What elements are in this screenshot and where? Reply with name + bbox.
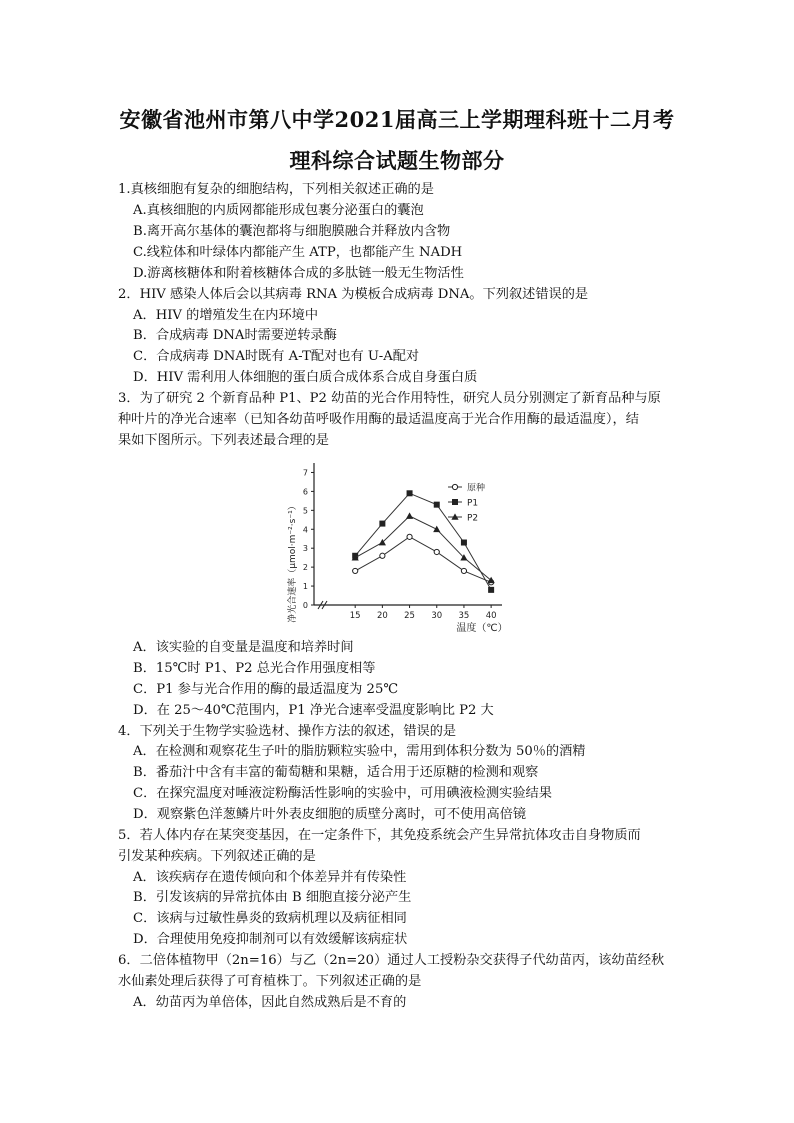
q5-option-a: A．该疾病存在遗传倾向和个体差异并有传染性 [133,870,407,885]
series-3-point [406,512,413,518]
q5-option-b: B．引发该病的异常抗体由 B 细胞直接分泌产生 [133,890,412,905]
q1-option-d: D.游离核糖体和附着核糖体合成的多肽链一般无生物活性 [133,266,464,281]
q5-stem-line2: 引发某种疾病。下列叙述正确的是 [118,849,316,864]
document-subtitle: 理科综合试题生物部分 [289,148,505,173]
y-tick-label: 5 [302,506,308,516]
x-tick-label: 15 [349,611,361,621]
y-tick-label: 0 [302,601,308,610]
legend-marker [452,484,457,489]
photosynthesis-chart [270,451,515,636]
q3-option-c: C．P1 参与光合作用的酶的最适温度为 25℃ [133,682,399,697]
q3-stem-line1: 3．为了研究 2 个新育品种 P1、P2 幼苗的光合作用特性，研究人员分别测定了新育品种与原 [118,391,661,406]
series-1-point [461,568,466,573]
q2-option-d: D．HIV 需利用人体细胞的蛋白质合成体系合成自身蛋白质 [133,370,478,385]
q5-option-d: D．合理使用免疫抑制剂可以有效缓解该病症状 [133,932,408,947]
q4-option-a: A．在检测和观察花生子叶的脂肪颗粒实验中，需用到体积分数为 50％的酒精 [133,744,586,759]
q3-stem-line3: 果如下图所示。下列表述最合理的是 [118,433,329,448]
q2-stem: 2．HIV 感染人体后会以其病毒 RNA 为模板合成病毒 DNA。下列叙述错误的是 [118,287,589,302]
x-tick-label: 20 [376,611,388,621]
series-1-point [434,549,439,554]
q2-option-b: B．合成病毒 DNA时需要逆转录酶 [133,328,337,343]
legend-label: P2 [467,513,479,524]
y-tick-label: 6 [302,487,308,497]
series-1-point [353,568,358,573]
q1-option-b: B.离开高尔基体的囊泡都将与细胞膜融合并释放内含物 [133,224,451,239]
q4-option-d: D．观察紫色洋葱鳞片叶外表皮细胞的质壁分离时，可不使用高倍镜 [133,807,527,822]
series-1-point [407,534,412,539]
q1-option-c: C.线粒体和叶绿体内都能产生 ATP，也都能产生 NADH [133,245,463,260]
q6-stem-line2: 水仙素处理后获得了可育植株丁。下列叙述正确的是 [118,974,422,989]
q5-stem-line1: 5．若人体内存在某突变基因，在一定条件下，其免疫系统会产生异常抗体攻击自身物质而 [118,828,641,843]
series-2-point [407,490,413,496]
y-tick-label: 4 [302,525,308,535]
y-tick-label: 1 [302,582,308,592]
q1-stem: 1.真核细胞有复杂的细胞结构，下列相关叙述正确的是 [118,182,434,197]
chart-y-axis-label: 净光合速率（μmol·m⁻²·s⁻¹） [288,501,298,623]
series-2-point [488,587,494,593]
q4-option-c: C．在探究温度对唾液淀粉酶活性影响的实验中，可用碘液检测实验结果 [133,786,552,801]
q2-option-a: A．HIV 的增殖发生在内环境中 [133,308,319,323]
series-1-point [380,553,385,558]
series-line-1 [355,537,491,582]
q1-option-a: A.真核细胞的内质网都能形成包裹分泌蛋白的囊泡 [133,203,424,218]
q3-option-a: A．该实验的自变量是温度和培养时间 [133,640,354,655]
q4-option-b: B．番茄汁中含有丰富的葡萄糖和果糖，适合用于还原糖的检测和观察 [133,765,539,780]
legend-label: 原种 [467,483,486,494]
series-3-point [433,526,440,532]
series-2-point [461,540,467,546]
y-tick-label: 7 [302,468,308,478]
x-tick-label: 25 [404,611,415,621]
x-tick-label: 30 [431,611,443,621]
series-2-point [379,521,385,527]
q4-stem: 4．下列关于生物学实验选材、操作方法的叙述，错误的是 [118,724,457,739]
x-tick-label: 40 [485,611,497,621]
chart-legend [448,482,485,524]
chart-x-axis-label: 温度（℃） [456,623,508,634]
series-2-point [434,502,440,508]
y-tick-label: 3 [302,544,308,554]
q3-option-d: D．在 25～40℃范围内，P1 净光合速率受温度影响比 P2 大 [133,703,494,718]
q2-option-c: C．合成病毒 DNA时既有 A-T配对也有 U-A配对 [133,349,420,364]
y-tick-label: 2 [302,563,308,573]
legend-marker [452,499,458,505]
q6-option-a: A．幼苗丙为单倍体，因此自然成熟后是不育的 [133,995,407,1010]
series-line-3 [355,513,491,580]
q3-option-b: B．15℃时 P1、P2 总光合作用强度相等 [133,661,376,676]
q6-stem-line1: 6．二倍体植物甲（2n=16）与乙（2n=20）通过人工授粉杂交获得子代幼苗丙，该幼苗经秋 [118,953,665,968]
legend-label: P1 [467,498,479,509]
x-tick-label: 35 [458,611,470,621]
document-title: 安徽省池州市第八中学2021届高三上学期理科班十二月考 [119,107,675,132]
q3-stem-line2: 种叶片的净光合速率（已知各幼苗呼吸作用酶的最适温度高于光合作用酶的最适温度），结 [118,412,639,427]
q5-option-c: C．该病与过敏性鼻炎的致病机理以及病征相同 [133,911,407,926]
chart-svg [270,451,515,636]
